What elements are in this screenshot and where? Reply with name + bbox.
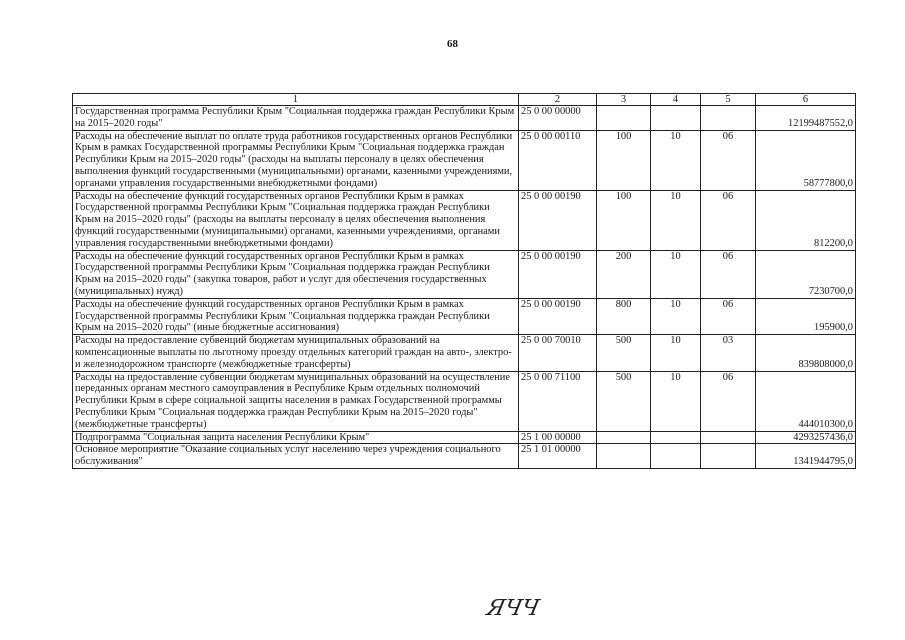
cell-name: Расходы на предоставление субвенции бюджетам муниципальных образований на осуществление переданных органам местного самоуправления в Республике Крым отдельных полномочий Республики Крым в сфере социальной защиты населения в рамках Государственной программы Республики Крым "Социальная поддержка граждан Республики Крым на 2015–2020 годы" (межбюджетные трансферты)	[73, 371, 519, 431]
cell-name: Расходы на предоставление субвенций бюджетам муниципальных образований на компенсационные выплаты по льготному проезду отдельных категорий граждан на авто-, электро- и железнодорожном транспорте (межбюджетные трансферты)	[73, 335, 519, 371]
cell-amount: 1341944795,0	[756, 444, 856, 469]
cell-c3: 500	[597, 371, 651, 431]
cell-c5: 06	[701, 250, 756, 298]
cell-c3	[597, 431, 651, 444]
table-row	[73, 250, 856, 298]
column-header: 4	[651, 94, 701, 106]
column-header: 6	[756, 94, 856, 106]
cell-name: Расходы на обеспечение функций государственных органов Республики Крым в рамках Государственной программы Республики Крым "Социальная поддержка граждан Республики Крым на 2015–2020 годы" (закупка товаров, работ и услуг для обеспечения государственных (муниципальных) нужд)	[73, 250, 519, 298]
cell-c3: 200	[597, 250, 651, 298]
cell-name: Расходы на обеспечение функций государственных органов Республики Крым в рамках Государственной программы Республики Крым "Социальная поддержка граждан Республики Крым на 2015–2020 годы" (иные бюджетные ассигнования)	[73, 298, 519, 334]
table-row	[73, 444, 856, 469]
cell-amount: 812200,0	[756, 190, 856, 250]
cell-c5	[701, 444, 756, 469]
cell-code: 25 0 00 70010	[519, 335, 597, 371]
table-row	[73, 431, 856, 444]
table-row	[73, 335, 856, 371]
cell-amount: 7230700,0	[756, 250, 856, 298]
cell-code: 25 0 00 00190	[519, 250, 597, 298]
cell-c3: 800	[597, 298, 651, 334]
column-header: 1	[73, 94, 519, 106]
cell-c5: 06	[701, 130, 756, 190]
cell-c4	[651, 106, 701, 131]
column-header: 5	[701, 94, 756, 106]
cell-c4: 10	[651, 335, 701, 371]
cell-c5	[701, 106, 756, 131]
cell-name: Расходы на обеспечение выплат по оплате труда работников государственных органов Республики Крым в рамках Государственной программы Республики Крым "Социальная поддержка граждан Республики Крым на 2015–2020 годы" (расходы на выплаты персоналу в целях обеспечения выполнения функций государственными (муниципальными) органами, казенными учреждениями, органами управления государственными внебюджетными фондами)	[73, 130, 519, 190]
cell-amount: 195900,0	[756, 298, 856, 334]
cell-code: 25 0 00 00110	[519, 130, 597, 190]
cell-name: Основное мероприятие "Оказание социальных услуг населению через учреждения социального обслуживания"	[73, 444, 519, 469]
cell-c5: 03	[701, 335, 756, 371]
cell-code: 25 0 00 00190	[519, 190, 597, 250]
cell-c4: 10	[651, 130, 701, 190]
cell-c4: 10	[651, 250, 701, 298]
cell-c3	[597, 106, 651, 131]
cell-c4: 10	[651, 371, 701, 431]
page-number: 68	[447, 38, 458, 50]
column-header: 3	[597, 94, 651, 106]
cell-c4: 10	[651, 190, 701, 250]
table-row	[73, 130, 856, 190]
cell-code: 25 1 00 00000	[519, 431, 597, 444]
table-row	[73, 298, 856, 334]
cell-code: 25 0 00 00000	[519, 106, 597, 131]
cell-code: 25 1 01 00000	[519, 444, 597, 469]
cell-c3: 100	[597, 130, 651, 190]
cell-amount: 4293257436,0	[756, 431, 856, 444]
cell-c5	[701, 431, 756, 444]
cell-name: Подпрограмма "Социальная защита населения Республики Крым"	[73, 431, 519, 444]
cell-name: Государственная программа Республики Крым "Социальная поддержка граждан Республики Крым на 2015–2020 годы"	[73, 106, 519, 131]
cell-c5: 06	[701, 298, 756, 334]
handwritten-signature: ЯЧЧ	[484, 596, 542, 621]
column-header: 2	[519, 94, 597, 106]
cell-c3: 500	[597, 335, 651, 371]
cell-c5: 06	[701, 190, 756, 250]
cell-code: 25 0 00 71100	[519, 371, 597, 431]
table-header-row	[73, 94, 856, 106]
cell-name: Расходы на обеспечение функций государственных органов Республики Крым в рамках Государственной программы Республики Крым "Социальная поддержка граждан Республики Крым на 2015–2020 годы" (расходы на выплаты персоналу в целях обеспечения выполнения функций государственными (муниципальными) органами, казенными учреждениями, органами управления государственными внебюджетными фондами)	[73, 190, 519, 250]
cell-c4	[651, 444, 701, 469]
budget-table	[72, 93, 856, 469]
cell-c5: 06	[701, 371, 756, 431]
table-row	[73, 106, 856, 131]
cell-amount: 12199487552,0	[756, 106, 856, 131]
cell-c3	[597, 444, 651, 469]
cell-amount: 58777800,0	[756, 130, 856, 190]
cell-c4	[651, 431, 701, 444]
cell-c3: 100	[597, 190, 651, 250]
cell-amount: 839808000,0	[756, 335, 856, 371]
cell-code: 25 0 00 00190	[519, 298, 597, 334]
cell-c4: 10	[651, 298, 701, 334]
table-row	[73, 190, 856, 250]
cell-amount: 444010300,0	[756, 371, 856, 431]
table-row	[73, 371, 856, 431]
